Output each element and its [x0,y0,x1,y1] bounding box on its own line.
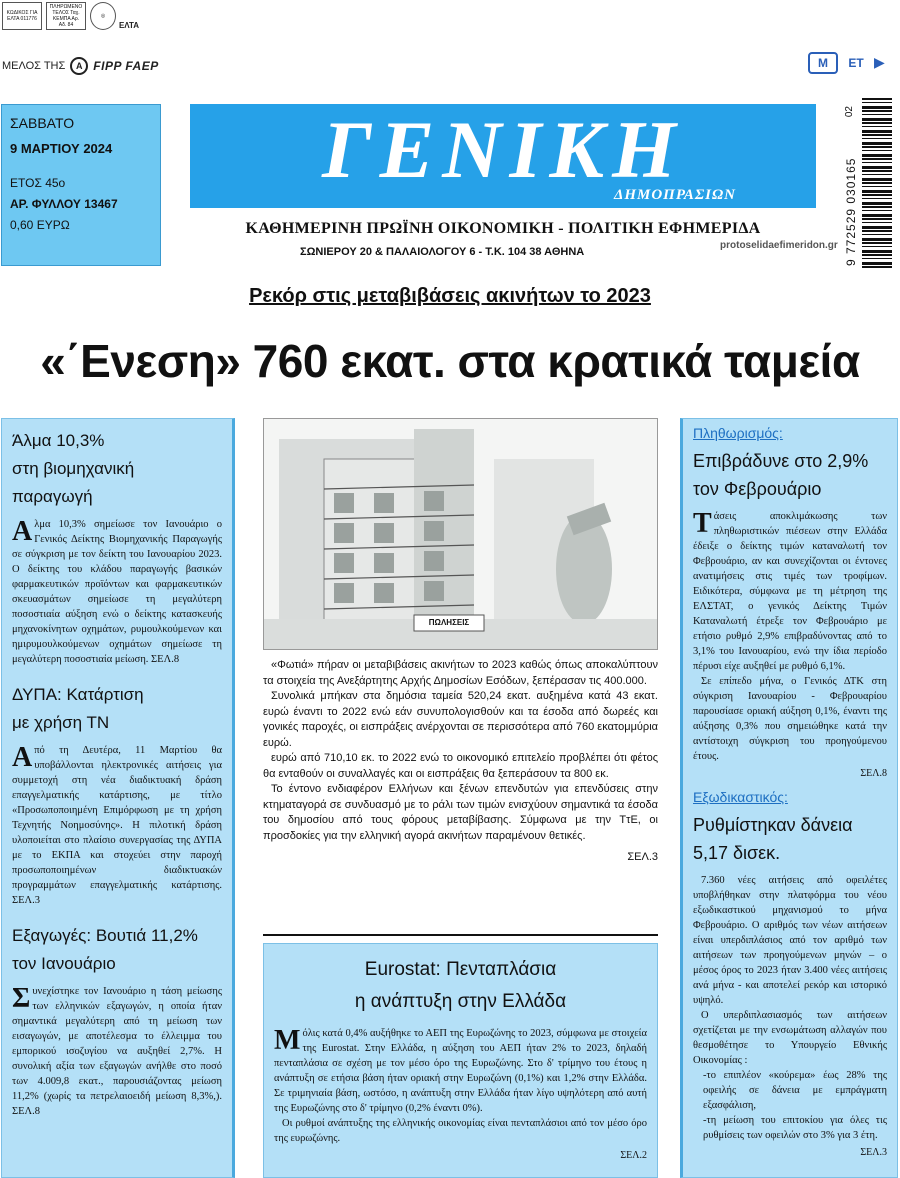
title-line: Άλμα 10,3% [12,431,105,450]
barcode [838,98,898,278]
list-item: -τη μείωση του επιτοκίου για όλες τις ρυθμίσεις των οφειλών στο 3% για 3 έτη. [703,1115,887,1141]
section-label: Εξωδικαστικός: [693,789,788,805]
price: 0,60 ΕΥΡΩ [10,218,70,232]
page-ref: ΣΕΛ.3 [627,851,658,863]
drop-cap: Α [12,742,33,773]
title-line: στη βιομηχανική [12,459,135,478]
sale-sign: ΠΩΛΗΣΕΙΣ [428,618,470,627]
barcode-issue: 02 [844,106,855,118]
article-text: λμα 10,3% σημείωσε τον Ιανουάριο ο Γενικός Δείκτης Βιομηχανικής Παραγωγής σε σύγκριση με τον δείκτη του Ιανουαρίου 2023. Ο δείκτης του κλάδου παραγωγής βασικών φαρμακευτικών προϊόντων και φαρμακευτικών σκευασμάτων σημείωσε τη μεγαλύτερη ποσοστιαία αύξηση ενώ ο δείκτης κατασκευής μηχανοκίνητων οχημάτων, ρυμουλκούμενων και ημιρυμουλκούμενων οχημάτων σημείωσε τη μεγαλύτερη ποσοστιαία μείωση. ΣΕΛ.8 [12,519,222,665]
article-body [693,509,887,779]
main-headline: «΄Ενεση» 760 εκατ. στα κρατικά ταμεία [40,335,860,387]
member-label: ΜΕΛΟΣ ΤΗΣ [2,60,66,72]
barcode-bars [862,98,892,268]
drop-cap: Τ [693,508,712,539]
article-title [274,954,647,1018]
postal-info [2,2,116,30]
title-line: Εξαγωγές: Βουτιά 11,2% [12,926,198,945]
paragraph: ευρώ από 710,10 εκ. το 2022 ενώ το οικονομικό επιτελείο προβλέπει ότι φέτος θα ενταθούν οι συναλλαγές και οι εισπράξεις θα ξεπεράσουν τα 800 εκ. [263,752,658,780]
page-ref: ΣΕΛ.2 [620,1150,647,1161]
eurostat-box [263,943,658,1178]
newspaper-subtitle: ΔΗΜΟΠΡΑΣΙΩΝ [613,187,736,203]
article-title [12,681,222,737]
article-text: υνεχίστηκε τον Ιανουάριο η τάση μείωσης των ελληνικών εξαγωγών, η οποία ήταν σημαντικά μεγαλύτερη από τη μείωση των εισαγωγών, με αποτέλεσμα το έλλειμμα του εμπορικού ισοζυγίου να αυξηθεί 2,7%. Η συνολική αξία των εξαγωγών ανήλθε στο ποσό των 4.009,8 εκατ., παρουσιάζοντας μείωση 11,2% (χωρίς τα πετρελαιοειδή μείωση 8,3%,). ΣΕΛ.8 [12,986,222,1117]
article-text: Οι ρυθμοί ανάπτυξης της ελληνικής οικονομίας είναι πενταπλάσιοι από τον μέσο όρο της ευρωζώνης. [274,1118,647,1144]
title-line: Επιβράδυνε στο 2,9% [693,451,869,471]
article-title [693,811,887,867]
masthead [190,104,816,208]
article-body [693,873,887,1158]
date-box [1,104,161,266]
drop-cap: Σ [12,983,31,1014]
page-ref: ΣΕΛ.3 [860,1147,887,1158]
website: protoselidaefimeridon.gr [720,240,838,251]
list-item: -το επιπλέον «κούρεμα» έως 28% της οφειλής σε δάνεια με εμπράγματη εξασφάλιση, [703,1070,887,1111]
title-line: τον Ιανουάριο [12,954,116,973]
title-line: Ρυθμίστηκαν δάνεια [693,815,853,835]
article-text: Σε επίπεδο μήνα, ο Γενικός ΔΤΚ στη σύγκριση Ιανουαρίου - Φεβρουαρίου παρουσίασε οριακή αύξηση 0,1%, έναντι της αύξησης 0,3% που σημειώθηκε κατά την αντίστοιχη σύγκριση του προηγούμενου έτους. [693,676,887,762]
issue-number: ΑΡ. ΦΥΛΛΟΥ 13467 [10,197,118,211]
article-text: άσεις αποκλιμάκωσης των πληθωριστικών πιέσεων στην Ελλάδα έδειξε ο δείκτης τιμών καταναλωτή τον Φεβρουάριο, αν και συνεχίζονται οι έντονες ανατιμήσεις στις τιμές των τροφίμων. Ειδικότερα, σύμφωνα με τη μέτρηση της ΕΛΣΤΑΤ, ο γενικός Δείκτης Τιμών Καταναλωτή έτρεξε τον Φεβρουάριο με ετήσιο ρυθμό 2,9% επιβραδύνοντας από το 3,1% του Ιανουαρίου, ενώ την ίδια περίοδο πέρυσι είχε αυξηθεί με ρυθμό 6,1%. [693,511,887,672]
article-title [12,922,222,978]
issue-date: 9 ΜΑΡΤΙΟΥ 2024 [10,141,113,156]
tagline: ΚΑΘΗΜΕΡΙΝΗ ΠΡΩΪΝΗ ΟΙΚΟΝΟΜΙΚΗ - ΠΟΛΙΤΙΚΗ ΕΦΗΜΕΡΙΔΑ [245,220,761,237]
member-orgs: FIPP FAEP [93,59,159,73]
right-column [680,418,898,1178]
met-m: Μ [808,52,838,74]
title-line: παραγωγή [12,487,93,506]
elta-logo: ΕΛΤΑ [118,21,140,30]
title-line: με χρήση ΤΝ [12,713,110,732]
met-et: ΕΤ [848,56,864,70]
paragraph: «Φωτιά» πήραν οι μεταβιβάσεις ακινήτων το 2023 καθώς όπως αποκαλύπτουν τα στοιχεία της Ανεξάρτητης Αρχής Δημοσίων Εσόδων, ξεπέρασαν τις 400.000. [263,659,658,687]
year-label: ΕΤΟΣ 45ο [10,176,66,190]
section-label: Πληθωρισμός: [693,425,783,441]
article-text: Ο υπερδιπλασιασμός των αιτήσεων σχετίζεται με την ενσωμάτωση αλλαγών που θεσμοθέτησε το Υπουργείο Εθνικής Οικονομίας : [693,1010,887,1066]
drop-cap: Μ [274,1025,301,1056]
article-body [12,743,222,908]
paragraph: Το έντονο ενδιαφέρον Ελλήνων και ξένων επενδυτών για επενδύσεις στην κτηματαγορά σε συνδυασμό με το ράλι των τιμών ενισχύουν σημαντικά τα έσοδα του δημοσίου από τους φόρους μεταβίβασης. Σύμφωνα με την ΤτΕ, οι προσδοκίες για την ελληνική αγορά ακινήτων παραμένουν θετικές. [263,783,658,842]
article-body [12,517,222,667]
paragraph: Συνολικά μπήκαν στα δημόσια ταμεία 520,24 εκατ. αυξημένα κατά 43 εκατ. ευρώ έναντι το 2022 ενώ εάν συνυπολογισθούν και τα έσοδα από δωρεές και γονικές παροχές, οι εισπράξεις ανέρχονται σε περισσότερα από 760 εκατομμύρια ευρώ. [263,690,658,749]
title-line: τον Φεβρουάριο [693,479,822,499]
address: ΣΩΝΙΕΡΟΥ 20 & ΠΑΛΑΙΟΛΟΓΟΥ 6 - Τ.Κ. 104 38 ΑΘΗΝΑ [300,246,585,258]
building-image [264,419,658,650]
page-ref: ΣΕΛ.8 [860,768,887,779]
article-title [12,427,222,511]
membership [2,57,159,75]
barcode-number: 9 772529 030165 [844,157,858,266]
met-badge [808,52,885,74]
article-text: πό τη Δευτέρα, 11 Μαρτίου θα υποβάλλονται ηλεκτρονικές αιτήσεις για συμμετοχή στη νέα διαδικτυακή δράση επαγγελματικής κατάρτισης, με τίτλο «Προσωποποιημένη Επιμόρφωση με τη χρήση Τεχνητής Νοημοσύνης». Η πιλοτική δράση υλοποιείται στο πλαίσιο συνεργασίας της ΔΥΠΑ με το ΕΚΠΑ και στοχεύει στην παροχή προσωποποιημένων διαδικτυακών προγραμμάτων επαγγελματικής κατάρτισης. ΣΕΛ.3 [12,745,222,906]
drop-cap: Α [12,516,33,547]
article-text: 7.360 νέες αιτήσεις από οφειλέτες υποβλήθηκαν στην πλατφόρμα του νέου εξωδικαστικού μηχανισμού το μήνα Φεβρουάριο. Ο αριθμός των νέων αιτήσεων είναι υπερδιπλάσιος από τον αριθμό των αιτήσεων των προηγούμενων μηνών – ο μέσος όρος το 2023 ήταν 3.400 νέες αιτήσεις ανά μήνα - και αποτελεί ρεκόρ και ιστορικό υψηλό. [693,875,887,1006]
postal-code-box: ΚΩΔΙΚΟΣ ΓΙΑ ΕΛΤΑ 011776 [2,2,42,30]
left-column [1,418,235,1178]
title-line: η ανάπτυξη στην Ελλάδα [354,991,567,1012]
lead-article [263,658,658,866]
title-line: Eurostat: Πενταπλάσια [364,959,557,980]
article-body [274,1026,647,1161]
postal-seal-icon: ◎ [90,2,116,30]
org-logo-icon: Α [70,57,88,75]
title-line: 5,17 δισεκ. [693,843,781,863]
article-body [12,984,222,1119]
lead-photo [263,418,658,650]
kicker: Ρεκόρ στις μεταβιβάσεις ακινήτων το 2023 [249,285,651,307]
title-line: ΔΥΠΑ: Κατάρτιση [12,685,144,704]
divider [263,934,658,936]
postage-paid-box: ΠΛΗΡΩΜΕΝΟ ΤΕΛΟΣ Ταχ. ΚΕΜΠΑ Αρ. Αδ. 84 [46,2,86,30]
newspaper-title: ΓΕΝΙΚΗ [322,104,684,195]
arrow-right-icon: ▶ [874,55,885,71]
article-text: όλις κατά 0,4% αυξήθηκε το ΑΕΠ της Ευρωζώνης το 2023, σύμφωνα με στοιχεία της Eurostat. Στην Ελλάδα, η αύξηση του ΑΕΠ ήταν 2% το 2023, δηλαδή πενταπλάσια σε σχέση με τον μέσο όρο της Ευρωζώνης. Στο δ' τρίμηνο του έτους η ανάπτυξη σε ετήσια βάση ήταν οριακή στην Ευρωζώνη (0,1%) και 1,2% στην Ελλάδα. Σε τριμηνιαία βάση, ωστόσο, η ανάπτυξη στην Ελλάδα ήταν λίγο υψηλότερη από αυτή της Ευρωζώνης στο δ' τρίμηνο (0,2% έναντι 0%). [274,1028,647,1114]
weekday: ΣΑΒΒΑΤΟ [10,115,75,131]
article-title [693,447,887,503]
